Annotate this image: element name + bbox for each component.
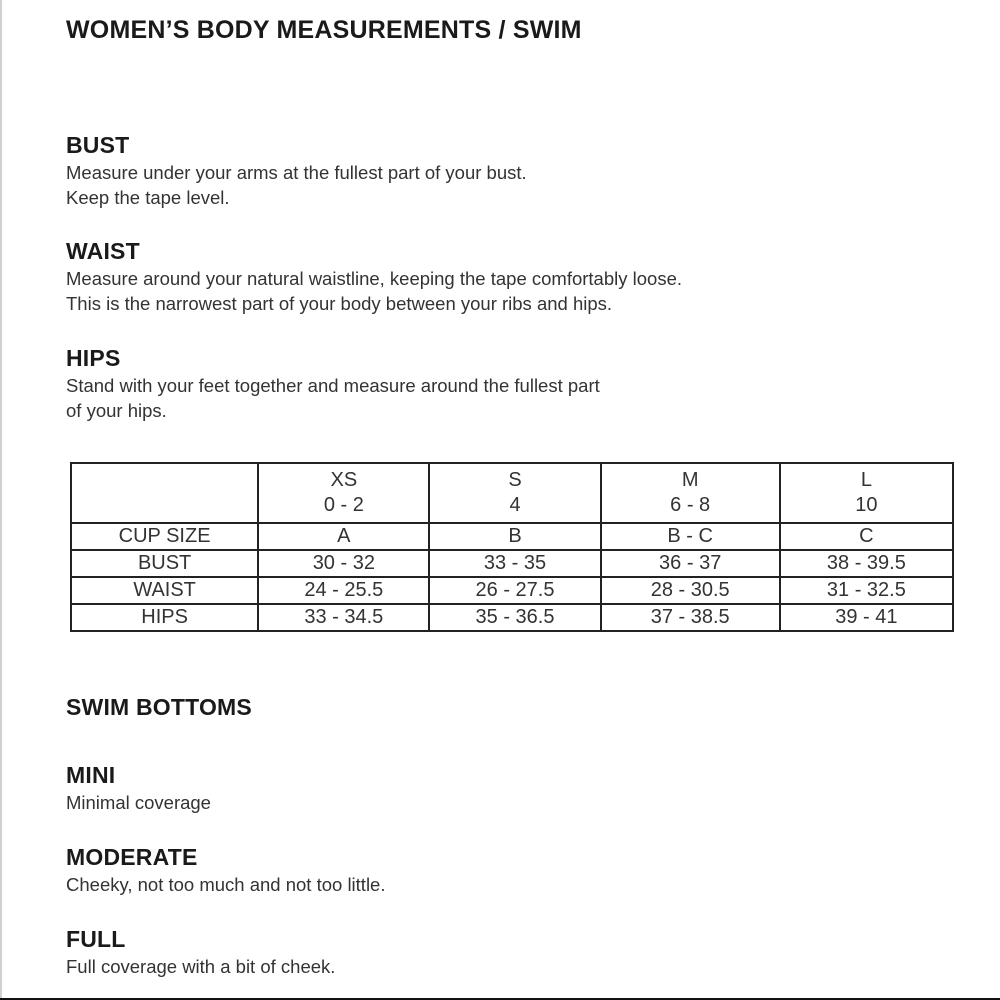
hips-section [66,343,600,423]
waist-instruction-line-2: This is the narrowest part of your body between your ribs and hips. [66,293,613,314]
size-letter: XS [330,469,358,491]
waist-section [66,236,682,316]
table-cell: 35 - 36.5 [429,604,600,631]
table-cell: A [258,523,429,550]
mini-section [66,760,211,815]
row-label: WAIST [71,577,258,604]
table-cell: 24 - 25.5 [258,577,429,604]
table-cell: B - C [601,523,780,550]
table-cell: 33 - 34.5 [258,604,429,631]
waist-heading: WAIST [66,238,140,264]
full-description: Full coverage with a bit of cheek. [66,956,336,977]
table-row-waist [71,577,953,604]
mini-description: Minimal coverage [66,792,211,813]
size-letter: M [681,469,699,491]
table-cell: 28 - 30.5 [601,577,780,604]
size-header-s [429,463,600,523]
bust-section [66,130,527,210]
table-cell: B [429,523,600,550]
size-letter: S [508,469,522,491]
row-label: BUST [71,550,258,577]
table-cell: 33 - 35 [429,550,600,577]
table-corner-cell [71,463,258,523]
size-header-xs [258,463,429,523]
bust-heading: BUST [66,132,130,158]
bust-instruction-line-1: Measure under your arms at the fullest part of your bust. [66,162,527,183]
size-header-m [601,463,780,523]
moderate-heading: MODERATE [66,844,198,870]
swim-bottoms-heading: SWIM BOTTOMS [66,694,252,720]
table-cell: 26 - 27.5 [429,577,600,604]
table-cell: 31 - 32.5 [780,577,953,604]
hips-heading: HIPS [66,345,121,371]
hips-instruction-line-2: of your hips. [66,400,167,421]
table-cell: 36 - 37 [601,550,780,577]
size-number: 0 - 2 [323,494,364,516]
table-cell: 38 - 39.5 [780,550,953,577]
waist-instruction-line-1: Measure around your natural waistline, keeping the tape comfortably loose. [66,268,682,289]
moderate-description: Cheeky, not too much and not too little. [66,874,386,895]
page-title: WOMEN’S BODY MEASUREMENTS / SWIM [66,16,582,44]
size-number: 4 [509,494,521,516]
left-border [0,0,2,1000]
swim-bottoms-section [66,692,252,722]
bust-instruction-line-2: Keep the tape level. [66,187,230,208]
table-row-bust [71,550,953,577]
table-row-cup-size [71,523,953,550]
row-label: HIPS [71,604,258,631]
table-cell: 37 - 38.5 [601,604,780,631]
hips-instruction-line-1: Stand with your feet together and measure around the fullest part [66,375,600,396]
row-label: CUP SIZE [71,523,258,550]
full-heading: FULL [66,926,126,952]
size-chart-table [70,462,954,632]
full-section [66,924,335,979]
table-cell: C [780,523,953,550]
size-header-l [780,463,953,523]
table-cell: 39 - 41 [780,604,953,631]
size-letter: L [860,469,872,491]
moderate-section [66,842,386,897]
table-cell: 30 - 32 [258,550,429,577]
size-number: 6 - 8 [670,494,711,516]
size-number: 10 [855,494,878,516]
mini-heading: MINI [66,762,116,788]
table-row-hips [71,604,953,631]
table-header-row [71,463,953,523]
